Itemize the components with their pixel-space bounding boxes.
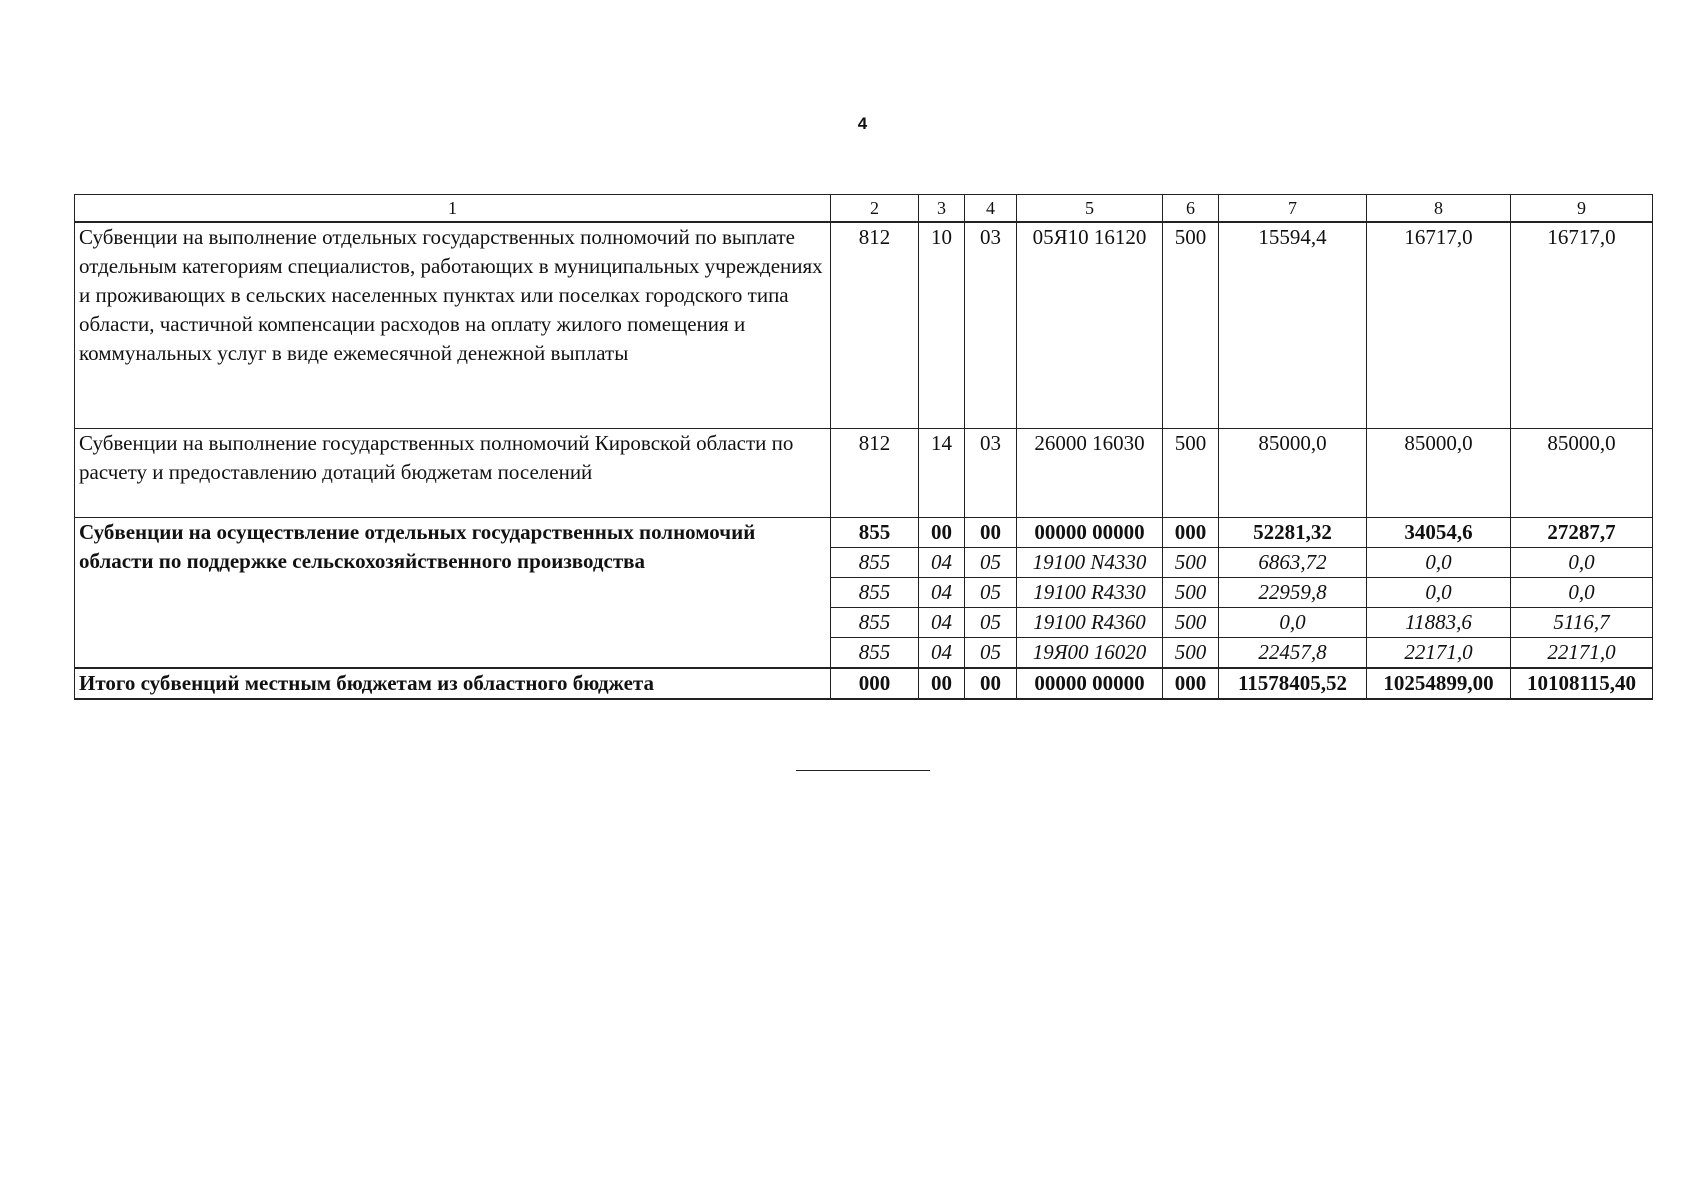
table-cell: 10: [919, 222, 965, 429]
table-cell: 05Я10 16120: [1017, 222, 1163, 429]
table-cell: 05: [965, 608, 1017, 638]
table-cell: 500: [1163, 222, 1219, 429]
column-header: 9: [1511, 195, 1653, 223]
table-cell: 0,0: [1367, 578, 1511, 608]
table-cell: 5116,7: [1511, 608, 1653, 638]
table-cell: 855: [831, 608, 919, 638]
table-cell: 26000 16030: [1017, 429, 1163, 518]
table-cell: 500: [1163, 638, 1219, 669]
column-header: 6: [1163, 195, 1219, 223]
table-cell: 16717,0: [1511, 222, 1653, 429]
table-cell: 0,0: [1219, 608, 1367, 638]
table-cell: 05: [965, 578, 1017, 608]
table-cell: 500: [1163, 548, 1219, 578]
table-cell: 19Я00 16020: [1017, 638, 1163, 669]
table-cell: 0,0: [1511, 578, 1653, 608]
table-cell: 11578405,52: [1219, 668, 1367, 699]
table-cell: 000: [1163, 668, 1219, 699]
table-row: [75, 222, 1653, 429]
table-cell: 855: [831, 578, 919, 608]
table-cell: 00: [965, 518, 1017, 548]
table-cell: 000: [831, 668, 919, 699]
table-cell: 34054,6: [1367, 518, 1511, 548]
end-of-document-divider: [796, 770, 930, 771]
table-cell: 85000,0: [1511, 429, 1653, 518]
table-cell: 00000 00000: [1017, 668, 1163, 699]
table-cell: 855: [831, 518, 919, 548]
table-cell: 85000,0: [1219, 429, 1367, 518]
table-cell: 19100 R4360: [1017, 608, 1163, 638]
table-cell: 04: [919, 608, 965, 638]
column-header: 4: [965, 195, 1017, 223]
table-cell: 05: [965, 638, 1017, 669]
table-cell: 85000,0: [1367, 429, 1511, 518]
row-description: Субвенции на выполнение государственных полномочий Кировской области по расчету и предоставлению дотаций бюджетам поселений: [75, 429, 831, 518]
table-cell: 19100 N4330: [1017, 548, 1163, 578]
table-cell: 10254899,00: [1367, 668, 1511, 699]
column-header: 3: [919, 195, 965, 223]
table-cell: 0,0: [1511, 548, 1653, 578]
table-cell: 500: [1163, 608, 1219, 638]
table-cell: 855: [831, 548, 919, 578]
subventions-table: [74, 194, 1653, 700]
table-cell: 04: [919, 578, 965, 608]
column-header: 5: [1017, 195, 1163, 223]
table-cell: 03: [965, 222, 1017, 429]
table-cell: 19100 R4330: [1017, 578, 1163, 608]
total-row: [75, 668, 1653, 699]
table-cell: 00: [965, 668, 1017, 699]
table-cell: 00000 00000: [1017, 518, 1163, 548]
table-cell: 15594,4: [1219, 222, 1367, 429]
table-cell: 812: [831, 429, 919, 518]
table-cell: 11883,6: [1367, 608, 1511, 638]
table-cell: 0,0: [1367, 548, 1511, 578]
column-header: 1: [75, 195, 831, 223]
table-row: [75, 429, 1653, 518]
column-header: 2: [831, 195, 919, 223]
column-header: 8: [1367, 195, 1511, 223]
table-cell: 00: [919, 668, 965, 699]
total-description: Итого субвенций местным бюджетам из областного бюджета: [75, 668, 831, 699]
column-header: 7: [1219, 195, 1367, 223]
table-cell: 000: [1163, 518, 1219, 548]
table-cell: 00: [919, 518, 965, 548]
table-cell: 03: [965, 429, 1017, 518]
table-cell: 22959,8: [1219, 578, 1367, 608]
table-cell: 14: [919, 429, 965, 518]
row-description: Субвенции на выполнение отдельных государственных полномочий по выплате отдельным категориям специалистов, работающих в муниципальных учреждениях и проживающих в сельских населенных пунктах или поселках городского типа области, частичной компенсации расходов на оплату жилого помещения и коммунальных услуг в виде ежемесячной денежной выплаты: [75, 222, 831, 429]
table-cell: 04: [919, 548, 965, 578]
table-cell: 500: [1163, 429, 1219, 518]
table-cell: 22457,8: [1219, 638, 1367, 669]
table-cell: 05: [965, 548, 1017, 578]
table-row: [75, 518, 1653, 548]
table-cell: 500: [1163, 578, 1219, 608]
table-cell: 52281,32: [1219, 518, 1367, 548]
table-cell: 6863,72: [1219, 548, 1367, 578]
table-cell: 04: [919, 638, 965, 669]
table-cell: 812: [831, 222, 919, 429]
table-cell: 22171,0: [1367, 638, 1511, 669]
page-number: 4: [857, 114, 868, 133]
table-cell: 27287,7: [1511, 518, 1653, 548]
table-cell: 855: [831, 638, 919, 669]
table-cell: 16717,0: [1367, 222, 1511, 429]
table-cell: 10108115,40: [1511, 668, 1653, 699]
header-row: [75, 195, 1653, 223]
table-cell: 22171,0: [1511, 638, 1653, 669]
row-description: Субвенции на осуществление отдельных государственных полномочий области по поддержке сельскохозяйственного производства: [75, 518, 831, 669]
